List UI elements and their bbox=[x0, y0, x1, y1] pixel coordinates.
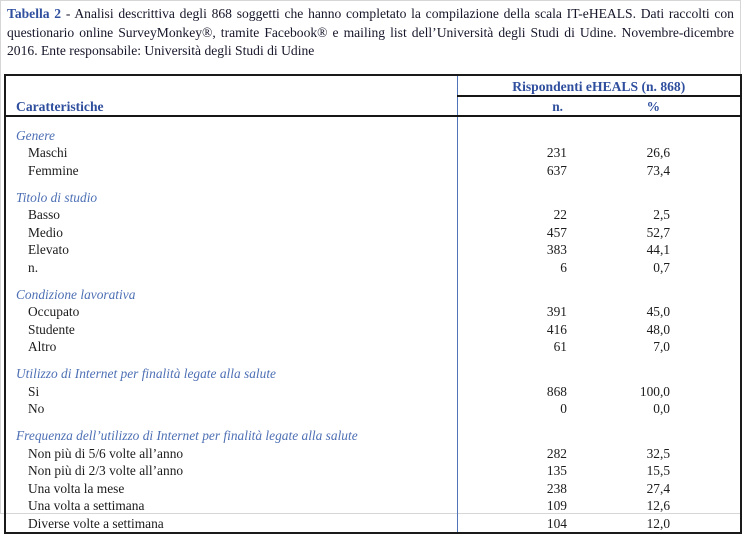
table-row bbox=[5, 223, 741, 241]
row-pct-value: 2,5 bbox=[653, 207, 671, 223]
row-n-value: 391 bbox=[457, 303, 593, 321]
row-label: Basso bbox=[28, 207, 60, 223]
column-header-row bbox=[5, 96, 741, 116]
empty-cell bbox=[593, 116, 741, 144]
row-pct-value: 0,0 bbox=[653, 401, 671, 417]
table-row bbox=[5, 444, 741, 462]
section-row bbox=[5, 276, 741, 303]
row-pct-value: 44,1 bbox=[646, 242, 671, 258]
row-pct-value: 48,0 bbox=[646, 321, 671, 337]
column-header-caratteristiche: Caratteristiche bbox=[5, 96, 457, 116]
row-n-value: 61 bbox=[457, 338, 593, 356]
row-pct-value: 0,7 bbox=[653, 259, 671, 275]
row-label: Elevato bbox=[28, 242, 69, 258]
empty-cell bbox=[457, 116, 593, 144]
table-caption bbox=[7, 5, 734, 61]
empty-cell bbox=[593, 355, 741, 382]
row-n-value: 238 bbox=[457, 479, 593, 497]
row-pct-value: 12,0 bbox=[646, 515, 671, 531]
row-label: n. bbox=[28, 259, 39, 275]
empty-cell bbox=[457, 179, 593, 206]
row-pct-value: 32,5 bbox=[646, 445, 671, 461]
group-header: Rispondenti eHEALS (n. 868) bbox=[457, 75, 741, 96]
row-label: Si bbox=[28, 383, 40, 399]
row-n-value: 135 bbox=[457, 462, 593, 480]
row-pct-value: 52,7 bbox=[646, 224, 671, 240]
row-label: Maschi bbox=[28, 145, 68, 161]
table-row bbox=[5, 382, 741, 400]
row-pct-value: 73,4 bbox=[646, 162, 671, 178]
row-n-value: 104 bbox=[457, 514, 593, 533]
row-label: Una volta la mese bbox=[28, 480, 125, 496]
row-n-value: 231 bbox=[457, 144, 593, 162]
row-label: Occupato bbox=[28, 304, 80, 320]
section-title: Titolo di studio bbox=[16, 189, 98, 205]
section-row bbox=[5, 355, 741, 382]
table-row bbox=[5, 320, 741, 338]
row-n-value: 0 bbox=[457, 400, 593, 418]
row-label: Diverse volte a settimana bbox=[28, 515, 164, 531]
empty-cell bbox=[457, 355, 593, 382]
section-title: Utilizzo di Internet per finalità legate alla salute bbox=[16, 366, 276, 382]
table-row bbox=[5, 338, 741, 356]
table-caption-label: Tabella 2 bbox=[7, 6, 62, 21]
section-row bbox=[5, 417, 741, 444]
row-pct-value: 7,0 bbox=[653, 339, 671, 355]
table-row bbox=[5, 258, 741, 276]
row-label: Medio bbox=[28, 224, 63, 240]
empty-cell bbox=[593, 417, 741, 444]
row-label: Femmine bbox=[28, 162, 79, 178]
row-n-value: 416 bbox=[457, 320, 593, 338]
group-header-row bbox=[5, 75, 741, 96]
table-row bbox=[5, 514, 741, 533]
table-caption-text: - Analisi descrittiva degli 868 soggetti che hanno completato la compilazione della scala IT-eHEALS. Dati raccolti con questionario online SurveyMonkey®, tramite Facebook® e mailing list dell’Università degli Studi di Udine. Novembre-dicembre 2016. Ente responsabile: Università degli Studi di Udine bbox=[7, 6, 734, 59]
section-title: Condizione lavorativa bbox=[16, 286, 136, 302]
table-row bbox=[5, 462, 741, 480]
empty-cell bbox=[593, 179, 741, 206]
section-title: Genere bbox=[16, 127, 55, 143]
row-pct-value: 100,0 bbox=[639, 383, 671, 399]
row-n-value: 22 bbox=[457, 206, 593, 224]
table-row bbox=[5, 144, 741, 162]
empty-cell bbox=[457, 276, 593, 303]
row-label: Non più di 2/3 volte all’anno bbox=[28, 463, 184, 479]
row-label: Altro bbox=[28, 339, 57, 355]
table-row bbox=[5, 497, 741, 515]
empty-cell bbox=[593, 276, 741, 303]
row-label: Una volta a settimana bbox=[28, 498, 145, 514]
section-title: Frequenza dell’utilizzo di Internet per finalità legate alla salute bbox=[16, 428, 358, 444]
row-n-value: 109 bbox=[457, 497, 593, 515]
section-row bbox=[5, 179, 741, 206]
empty-cell bbox=[5, 75, 457, 96]
row-pct-value: 26,6 bbox=[646, 145, 671, 161]
descriptive-stats-table bbox=[4, 74, 742, 534]
row-n-value: 637 bbox=[457, 161, 593, 179]
row-pct-value: 27,4 bbox=[646, 480, 671, 496]
row-n-value: 868 bbox=[457, 382, 593, 400]
row-n-value: 282 bbox=[457, 444, 593, 462]
row-label: Non più di 5/6 volte all’anno bbox=[28, 445, 184, 461]
row-pct-value: 12,6 bbox=[646, 498, 671, 514]
table-row bbox=[5, 400, 741, 418]
row-n-value: 6 bbox=[457, 258, 593, 276]
table-row bbox=[5, 479, 741, 497]
row-pct-value: 15,5 bbox=[646, 463, 671, 479]
row-label: No bbox=[28, 401, 45, 417]
empty-cell bbox=[457, 417, 593, 444]
row-label: Studente bbox=[28, 321, 75, 337]
table-row bbox=[5, 161, 741, 179]
row-n-value: 457 bbox=[457, 223, 593, 241]
row-n-value: 383 bbox=[457, 241, 593, 259]
row-pct-value: 45,0 bbox=[646, 304, 671, 320]
table-row bbox=[5, 241, 741, 259]
column-header-pct: % bbox=[593, 96, 741, 116]
section-row bbox=[5, 116, 741, 144]
column-header-n: n. bbox=[457, 96, 593, 116]
table-row bbox=[5, 206, 741, 224]
table-row bbox=[5, 303, 741, 321]
